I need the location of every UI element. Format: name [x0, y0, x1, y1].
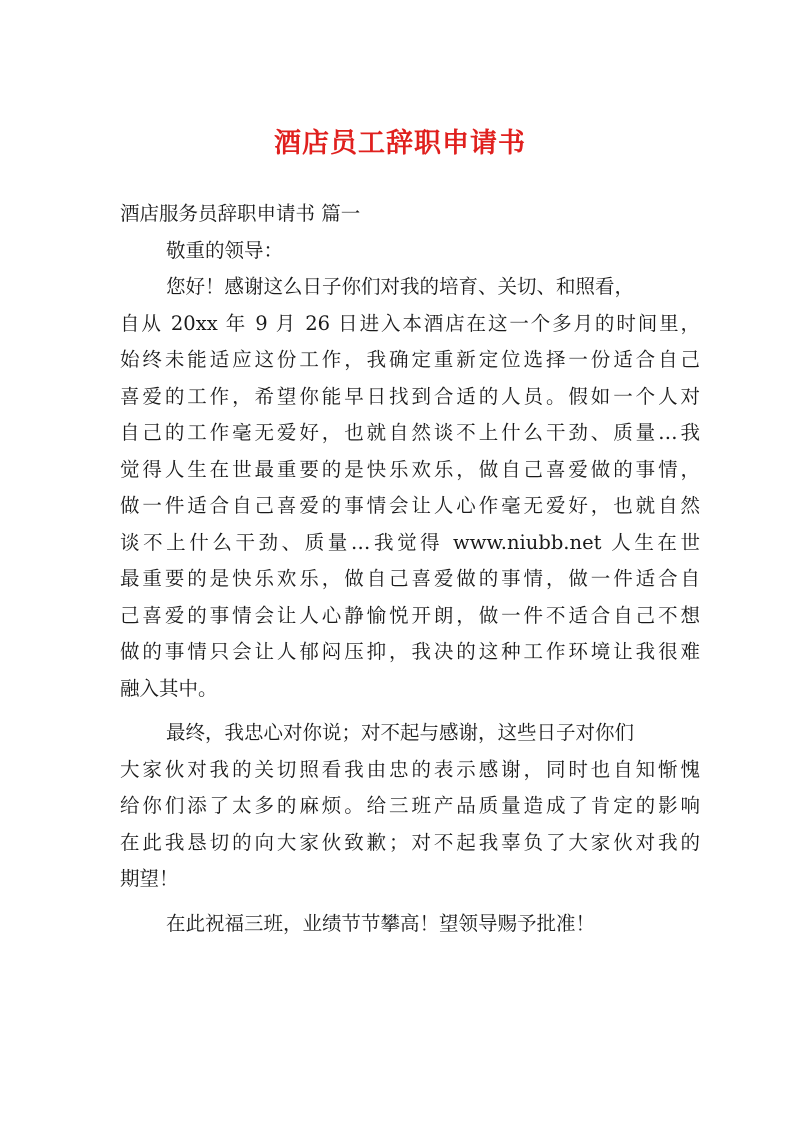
paragraph-1-line: 己喜爱的事情会让人心静愉悦开朗，做一件不适合自己不想	[120, 603, 700, 627]
paragraph-1-line: 自从 20xx 年 9 月 26 日进入本酒店在这一个多月的时间里，	[120, 311, 700, 335]
paragraph-2-line: 在此我恳切的向大家伙致歉；对不起我辜负了大家伙对我的	[120, 830, 700, 854]
paragraph-1	[120, 269, 700, 707]
paragraph-gap	[120, 898, 700, 906]
paragraph-2-line: 大家伙对我的关切照看我由忠的表示感谢，同时也自知惭愧	[120, 757, 700, 781]
paragraph-1-line: 谈不上什么干劲、质量…我觉得 www.niubb.net 人生在世	[120, 530, 700, 554]
paragraph-1-line: 最重要的是快乐欢乐，做自己喜爱做的事情，做一件适合自	[120, 567, 700, 590]
paragraph-2-line: 最终，我忠心对你说；对不起与感谢，这些日子对你们	[166, 721, 635, 744]
paragraph-1-line: 觉得人生在世最重要的是快乐欢乐，做自己喜爱做的事情，	[120, 457, 700, 481]
document-title: 酒店员工辞职申请书	[274, 128, 526, 159]
paragraph-2	[120, 715, 700, 898]
paragraph-1-line: 做一件适合自己喜爱的事情会让人心作毫无爱好，也就自然	[120, 494, 700, 517]
paragraph-1-line: 您好！感谢这么日子你们对我的培育、关切、和照看，	[166, 275, 635, 298]
paragraph-2-line: 期望！	[120, 867, 179, 890]
paragraph-gap	[120, 707, 700, 715]
paragraph-1-line: 自己的工作毫无爱好，也就自然谈不上什么干劲、质量…我	[120, 421, 700, 444]
document-subtitle: 酒店服务员辞职申请书 篇一	[120, 202, 361, 225]
paragraph-1-line: 融入其中。	[120, 676, 218, 700]
document-body	[120, 196, 700, 942]
paragraph-1-line: 做的事情只会让人郁闷压抑，我决的这种工作环境让我很难	[120, 640, 700, 663]
paragraph-1-line: 始终未能适应这份工作，我确定重新定位选择一份适合自己	[120, 348, 700, 371]
paragraph-1-line: 喜爱的工作，希望你能早日找到合适的人员。假如一个人对	[120, 384, 700, 408]
paragraph-2-line: 给你们添了太多的麻烦。给三班产品质量造成了肯定的影响	[120, 794, 700, 817]
closing-line: 在此祝福三班，业绩节节攀高！望领导赐予批准！	[166, 911, 596, 935]
salutation: 敬重的领导：	[166, 238, 284, 262]
